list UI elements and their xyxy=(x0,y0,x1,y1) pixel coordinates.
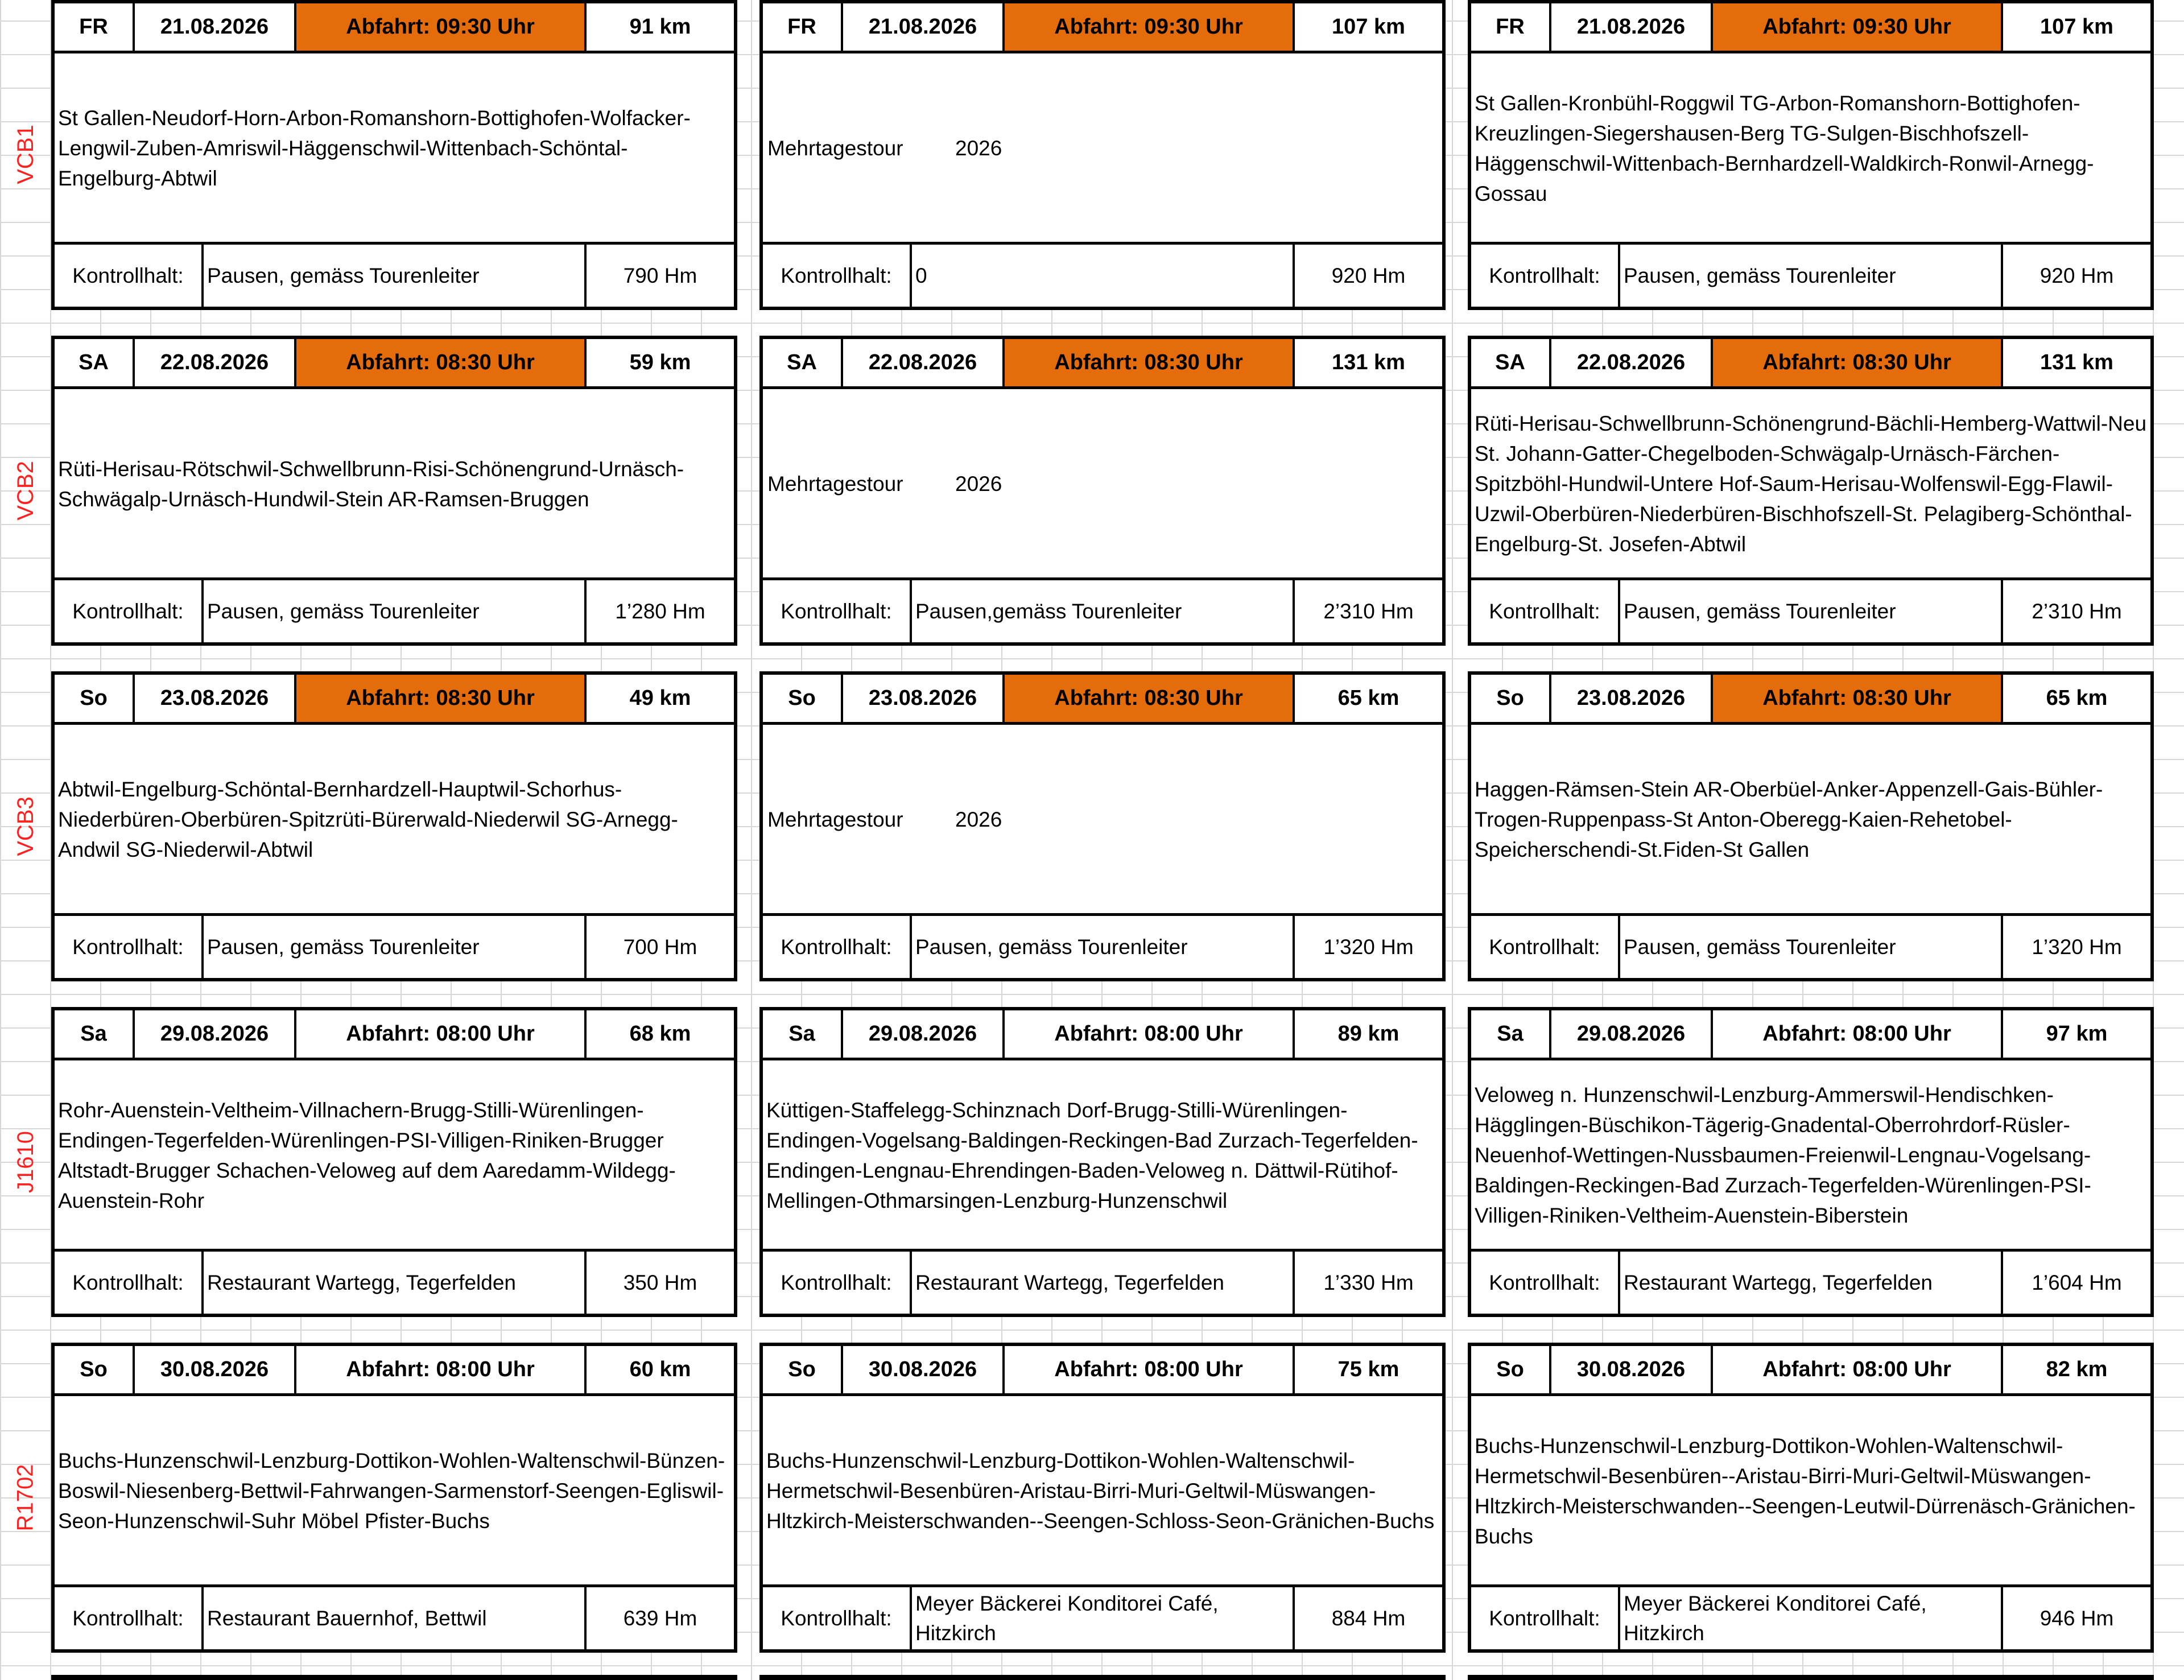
control-stop: Pausen, gemäss Tourenleiter xyxy=(1620,580,2003,642)
departure-cell: Abfahrt: 08:00 Uhr xyxy=(1005,1010,1295,1058)
date-cell: 22.08.2026 xyxy=(843,339,1005,386)
elevation-gain: 1’330 Hm xyxy=(1323,1270,1414,1294)
elevation-gain: 1’320 Hm xyxy=(2032,935,2122,959)
next-card-edge xyxy=(51,1675,737,1680)
departure-cell: Abfahrt: 08:00 Uhr xyxy=(1713,1346,2003,1393)
departure-cell: Abfahrt: 08:00 Uhr xyxy=(296,1010,587,1058)
elevation-gain: 920 Hm xyxy=(2039,263,2114,287)
day-cell: FR xyxy=(55,3,135,51)
tour-card xyxy=(759,336,1446,646)
day-cell: SA xyxy=(55,339,135,386)
control-stop-label: Kontrollhalt: xyxy=(763,1587,912,1649)
departure-cell: Abfahrt: 08:30 Uhr xyxy=(1713,339,2003,386)
distance-cell: 68 km xyxy=(629,1022,691,1046)
control-stop-label: Kontrollhalt: xyxy=(763,580,912,642)
control-stop-label: Kontrollhalt: xyxy=(1471,1587,1620,1649)
control-stop-label: Kontrollhalt: xyxy=(763,1252,912,1314)
date-cell: 29.08.2026 xyxy=(843,1010,1005,1058)
route-text: Buchs-Hunzenschwil-Lenzburg-Dottikon-Wohlen-Waltenschwil-Hermetschwil-Besenbüren--Aristau-Birri-Muri-Geltwil-Müswangen-Hltzkirch-Meisterschwanden--Seengen-Leutwil-Dürrenäsch-Gränichen-Buchs xyxy=(1475,1434,2136,1548)
distance-cell: 82 km xyxy=(2046,1357,2108,1381)
tour-card xyxy=(51,336,737,646)
day-cell: Sa xyxy=(55,1010,135,1058)
control-stop: Restaurant Wartegg, Tegerfelden xyxy=(912,1252,1295,1314)
elevation-gain: 884 Hm xyxy=(1331,1606,1406,1630)
day-cell: Sa xyxy=(763,1010,843,1058)
tour-card xyxy=(51,1007,737,1317)
control-stop-label: Kontrollhalt: xyxy=(1471,580,1620,642)
control-stop: Restaurant Wartegg, Tegerfelden xyxy=(1620,1252,2003,1314)
distance-cell: 131 km xyxy=(1332,350,1405,374)
date-cell: 29.08.2026 xyxy=(135,1010,296,1058)
departure-cell: Abfahrt: 08:00 Uhr xyxy=(296,1346,587,1393)
tour-card xyxy=(1468,0,2154,310)
date-cell: 29.08.2026 xyxy=(1551,1010,1713,1058)
control-stop-label: Kontrollhalt: xyxy=(55,916,204,978)
control-stop-label: Kontrollhalt: xyxy=(55,1587,204,1649)
tour-card xyxy=(51,0,737,310)
tour-card xyxy=(1468,336,2154,646)
control-stop: Meyer Bäckerei Konditorei Café, Hitzkirch xyxy=(912,1587,1295,1649)
date-cell: 30.08.2026 xyxy=(135,1346,296,1393)
day-cell: SA xyxy=(1471,339,1551,386)
elevation-gain: 946 Hm xyxy=(2039,1606,2114,1630)
day-cell: FR xyxy=(763,3,843,51)
elevation-gain: 2’310 Hm xyxy=(2032,599,2122,623)
control-stop: Pausen, gemäss Tourenleiter xyxy=(912,916,1295,978)
distance-cell: 65 km xyxy=(1337,686,1399,710)
row-label: J1610 xyxy=(13,1131,38,1193)
date-cell: 22.08.2026 xyxy=(135,339,296,386)
distance-cell: 91 km xyxy=(629,15,691,39)
distance-cell: 59 km xyxy=(629,350,691,374)
tour-year: 2026 xyxy=(955,808,1002,831)
multi-day-tour-label: Mehrtagestour xyxy=(767,472,903,496)
distance-cell: 89 km xyxy=(1337,1022,1399,1046)
tour-year: 2026 xyxy=(955,137,1002,160)
elevation-gain: 2’310 Hm xyxy=(1323,599,1414,623)
control-stop-label: Kontrollhalt: xyxy=(763,245,912,307)
departure-cell: Abfahrt: 08:00 Uhr xyxy=(1005,1346,1295,1393)
route-text: Abtwil-Engelburg-Schöntal-Bernhardzell-Hauptwil-Schorhus-Niederbüren-Oberbüren-Spitzrüti-Bürerwald-Niederwil SG-Arnegg-Andwil SG-Niederwil-Abtwil xyxy=(58,778,678,861)
elevation-gain: 639 Hm xyxy=(623,1606,697,1630)
elevation-gain: 1’280 Hm xyxy=(615,599,705,623)
day-cell: FR xyxy=(1471,3,1551,51)
tour-card xyxy=(1468,1343,2154,1653)
elevation-gain: 790 Hm xyxy=(623,263,697,287)
day-cell: So xyxy=(763,1346,843,1393)
control-stop-label: Kontrollhalt: xyxy=(55,245,204,307)
tour-card xyxy=(759,671,1446,981)
route-text: Küttigen-Staffelegg-Schinznach Dorf-Brugg-Stilli-Würenlingen-Endingen-Vogelsang-Baldingen-Reckingen-Bad Zurzach-Tegerfelden-Endingen-Lengnau-Ehrendingen-Baden-Veloweg n. Dättwil-Rütihof-Mellingen-Othmarsingen-Lenzburg-Hunzenschwil xyxy=(766,1098,1418,1212)
tour-card xyxy=(1468,1007,2154,1317)
multi-day-tour-label: Mehrtagestour xyxy=(767,808,903,831)
row-label: VCB2 xyxy=(13,461,38,521)
departure-cell: Abfahrt: 08:30 Uhr xyxy=(1005,339,1295,386)
departure-cell: Abfahrt: 08:30 Uhr xyxy=(296,339,587,386)
control-stop: 0 xyxy=(912,245,1295,307)
departure-cell: Abfahrt: 08:30 Uhr xyxy=(1005,675,1295,722)
control-stop-label: Kontrollhalt: xyxy=(55,1252,204,1314)
row-label: R1702 xyxy=(13,1464,38,1532)
elevation-gain: 700 Hm xyxy=(623,935,697,959)
control-stop: Restaurant Wartegg, Tegerfelden xyxy=(204,1252,587,1314)
tour-card xyxy=(759,1343,1446,1653)
day-cell: So xyxy=(55,675,135,722)
departure-cell: Abfahrt: 09:30 Uhr xyxy=(1005,3,1295,51)
distance-cell: 49 km xyxy=(629,686,691,710)
control-stop: Pausen, gemäss Tourenleiter xyxy=(1620,916,2003,978)
elevation-gain: 1’320 Hm xyxy=(1323,935,1414,959)
route-text: Rohr-Auenstein-Veltheim-Villnachern-Brugg-Stilli-Würenlingen-Endingen-Tegerfelden-Würenlingen-PSI-Villigen-Riniken-Brugger Altstadt-Brugger Schachen-Veloweg auf dem Aaredamm-Wildegg-Auenstein-Rohr xyxy=(58,1098,676,1212)
control-stop: Pausen, gemäss Tourenleiter xyxy=(204,916,587,978)
row-label: VCB1 xyxy=(13,125,38,184)
route-text: Veloweg n. Hunzenschwil-Lenzburg-Ammerswil-Hendischken-Hägglingen-Büschikon-Tägerig-Gnadental-Oberrohrdorf-Rüsler-Neuenhof-Wettingen-Nussbaumen-Freienwil-Lengnau-Vogelsang-Baldingen-Reckingen-Bad Zurzach-Tegerfelden-Würenlingen-PSI-Villigen-Riniken-Veltheim-Auenstein-Biberstein xyxy=(1475,1083,2091,1227)
departure-cell: Abfahrt: 08:00 Uhr xyxy=(1713,1010,2003,1058)
next-card-edge xyxy=(1468,1675,2154,1680)
day-cell: So xyxy=(55,1346,135,1393)
route-text: St Gallen-Kronbühl-Roggwil TG-Arbon-Romanshorn-Bottighofen-Kreuzlingen-Siegershausen-Berg TG-Sulgen-Bischhofszell-Häggenschwil-Wittenbach-Bernhardzell-Waldkirch-Ronwil-Arnegg-Gossau xyxy=(1475,91,2094,205)
control-stop-label: Kontrollhalt: xyxy=(1471,916,1620,978)
route-text: St Gallen-Neudorf-Horn-Arbon-Romanshorn-Bottighofen-Wolfacker-Lengwil-Zuben-Amriswil-Häggenschwil-Wittenbach-Schöntal-Engelburg-Abtwil xyxy=(58,106,691,190)
date-cell: 21.08.2026 xyxy=(843,3,1005,51)
distance-cell: 107 km xyxy=(2040,15,2113,39)
distance-cell: 131 km xyxy=(2040,350,2113,374)
tour-card xyxy=(51,1343,737,1653)
date-cell: 30.08.2026 xyxy=(1551,1346,1713,1393)
day-cell: So xyxy=(1471,1346,1551,1393)
distance-cell: 65 km xyxy=(2046,686,2108,710)
control-stop-label: Kontrollhalt: xyxy=(763,916,912,978)
date-cell: 23.08.2026 xyxy=(135,675,296,722)
control-stop: Pausen, gemäss Tourenleiter xyxy=(1620,245,2003,307)
route-text: Rüti-Herisau-Rötschwil-Schwellbrunn-Risi-Schönengrund-Urnäsch-Schwägalp-Urnäsch-Hundwil-Stein AR-Ramsen-Bruggen xyxy=(58,457,684,511)
date-cell: 21.08.2026 xyxy=(1551,3,1713,51)
distance-cell: 107 km xyxy=(1332,15,1405,39)
control-stop-label: Kontrollhalt: xyxy=(1471,1252,1620,1314)
next-card-edge xyxy=(759,1675,1446,1680)
control-stop: Pausen, gemäss Tourenleiter xyxy=(204,580,587,642)
date-cell: 23.08.2026 xyxy=(1551,675,1713,722)
elevation-gain: 350 Hm xyxy=(623,1270,697,1294)
departure-cell: Abfahrt: 09:30 Uhr xyxy=(1713,3,2003,51)
departure-cell: Abfahrt: 08:30 Uhr xyxy=(1713,675,2003,722)
day-cell: So xyxy=(1471,675,1551,722)
control-stop: Meyer Bäckerei Konditorei Café, Hitzkirch xyxy=(1620,1587,2003,1649)
date-cell: 23.08.2026 xyxy=(843,675,1005,722)
departure-cell: Abfahrt: 09:30 Uhr xyxy=(296,3,587,51)
departure-cell: Abfahrt: 08:30 Uhr xyxy=(296,675,587,722)
tour-card xyxy=(51,671,737,981)
control-stop-label: Kontrollhalt: xyxy=(1471,245,1620,307)
control-stop: Pausen,gemäss Tourenleiter xyxy=(912,580,1295,642)
distance-cell: 97 km xyxy=(2046,1022,2108,1046)
day-cell: So xyxy=(763,675,843,722)
multi-day-tour-label: Mehrtagestour xyxy=(767,137,903,160)
route-text: Rüti-Herisau-Schwellbrunn-Schönengrund-Bächli-Hemberg-Wattwil-Neu St. Johann-Gatter-Chegelboden-Schwägalp-Urnäsch-Färchen-Spitzböhl-Hundwil-Untere Hof-Saum-Herisau-Wolfenswil-Egg-Flawil-Uzwil-Oberbüren-Niederbüren-Bischhofszell-St. Pelagiberg-Schönthal-Engelburg-St. Josefen-Abtwil xyxy=(1475,412,2147,556)
route-text: Haggen-Rämsen-Stein AR-Oberbüel-Anker-Appenzell-Gais-Bühler-Trogen-Ruppenpass-St Anton-Oberegg-Kaien-Rehetobel-Speicherschendi-St.Fiden-St Gallen xyxy=(1475,778,2103,861)
control-stop: Pausen, gemäss Tourenleiter xyxy=(204,245,587,307)
day-cell: Sa xyxy=(1471,1010,1551,1058)
day-cell: SA xyxy=(763,339,843,386)
tour-card xyxy=(759,0,1446,310)
distance-cell: 60 km xyxy=(629,1357,691,1381)
elevation-gain: 920 Hm xyxy=(1331,263,1406,287)
distance-cell: 75 km xyxy=(1337,1357,1399,1381)
control-stop-label: Kontrollhalt: xyxy=(55,580,204,642)
route-text: Buchs-Hunzenschwil-Lenzburg-Dottikon-Wohlen-Waltenschwil-Bünzen-Boswil-Niesenberg-Bettwil-Fahrwangen-Sarmenstorf-Seengen-Egliswil-Seon-Hunzenschwil-Suhr Möbel Pfister-Buchs xyxy=(58,1449,725,1533)
route-text: Buchs-Hunzenschwil-Lenzburg-Dottikon-Wohlen-Waltenschwil-Hermetschwil-Besenbüren-Aristau-Birri-Muri-Geltwil-Müswangen-Hltzkirch-Meisterschwanden--Seengen-Schloss-Seon-Gränichen-Buchs xyxy=(766,1449,1435,1533)
date-cell: 22.08.2026 xyxy=(1551,339,1713,386)
date-cell: 30.08.2026 xyxy=(843,1346,1005,1393)
tour-card xyxy=(759,1007,1446,1317)
tour-year: 2026 xyxy=(955,472,1002,496)
row-label: VCB3 xyxy=(13,796,38,856)
tour-card xyxy=(1468,671,2154,981)
control-stop: Restaurant Bauernhof, Bettwil xyxy=(204,1587,587,1649)
date-cell: 21.08.2026 xyxy=(135,3,296,51)
elevation-gain: 1’604 Hm xyxy=(2032,1270,2122,1294)
